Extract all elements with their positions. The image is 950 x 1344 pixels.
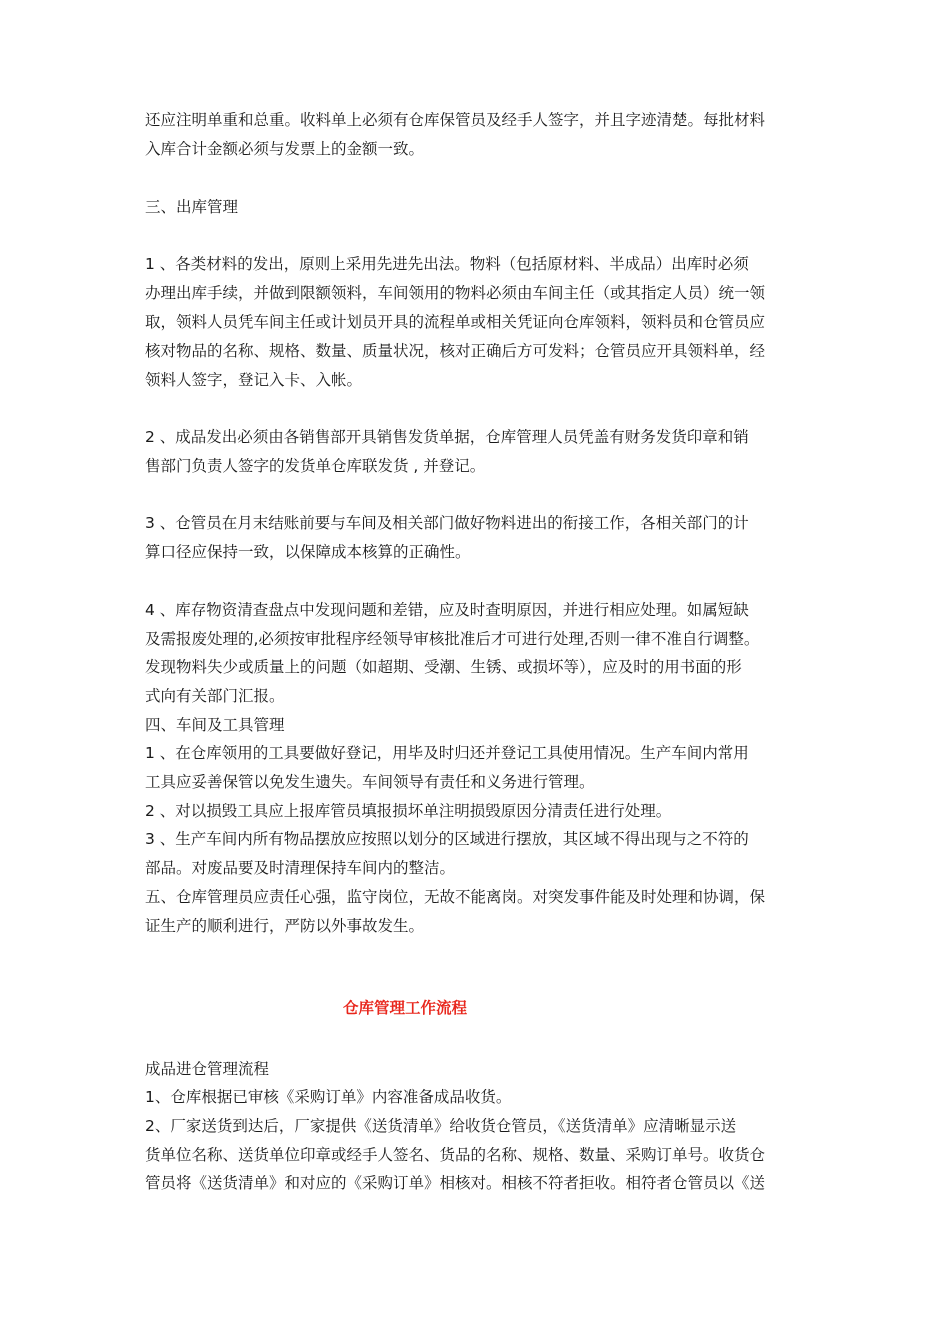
text-line: 3 、生产车间内所有物品摆放应按照以划分的区域进行摆放，其区域不得出现与之不符的	[145, 830, 749, 848]
text-line: 1 、在仓库领用的工具要做好登记，用毕及时归还并登记工具使用情况。生产车间内常用	[145, 744, 749, 762]
text-line: 管员将《送货清单》和对应的《采购订单》相核对。相核不符者拒收。相符者仓管员以《送	[145, 1174, 766, 1192]
text-line: 货单位名称、送货单位印章或经手人签名、货品的名称、规格、数量、采购订单号。收货仓	[145, 1146, 766, 1164]
text-line: 取，领料人员凭车间主任或计划员开具的流程单或相关凭证向仓库领料，领料员和仓管员应	[145, 313, 766, 331]
text-line: 3 、仓管员在月末结账前要与车间及相关部门做好物料进出的衔接工作，各相关部门的计	[145, 514, 749, 532]
text-line: 1 、各类材料的发出，原则上采用先进先出法。物料（包括原材料、半成品）出库时必须	[145, 255, 749, 273]
section-heading: 四、车间及工具管理	[145, 716, 285, 734]
text-line: 式向有关部门汇报。	[145, 687, 285, 705]
text-line: 证生产的顺利进行，严防以外事故发生。	[145, 917, 425, 935]
text-line: 2、厂家送货到达后，厂家提供《送货清单》给收货仓管员，《送货清单》应清晰显示送	[145, 1117, 737, 1135]
text-line: 部品。对废品要及时清理保持车间内的整洁。	[145, 859, 456, 877]
text-line: 发现物料失少或质量上的问题（如超期、受潮、生锈、或损坏等），应及时的用书面的形	[145, 658, 742, 676]
text-line: 售部门负责人签字的发货单仓库联发货 , 并登记。	[145, 457, 486, 475]
text-line: 还应注明单重和总重。收料单上必须有仓库保管员及经手人签字，并且字迹清楚。每批材料	[145, 111, 766, 129]
text-line: 领料人签字，登记入卡、入帐。	[145, 371, 363, 389]
subsection-heading: 成品进仓管理流程	[145, 1060, 270, 1078]
page-title: 仓库管理工作流程	[343, 999, 468, 1017]
section-heading: 三、出库管理	[145, 198, 239, 216]
text-line: 2 、成品发出必须由各销售部开具销售发货单据，仓库管理人员凭盖有财务发货印章和销	[145, 428, 749, 446]
text-line: 2 、对以损毁工具应上报库管员填报损坏单注明损毁原因分清责任进行处理。	[145, 802, 672, 820]
text-line: 核对物品的名称、规格、数量、质量状况，核对正确后方可发料；仓管员应开具领料单，经	[145, 342, 766, 360]
text-line: 办理出库手续，并做到限额领料，车间领用的物料必须由车间主任（或其指定人员）统一领	[145, 284, 766, 302]
section-heading: 五、仓库管理员应责任心强，监守岗位，无故不能离岗。对突发事件能及时处理和协调，保	[145, 888, 766, 906]
text-line: 算口径应保持一致，以保障成本核算的正确性。	[145, 543, 471, 561]
text-line: 工具应妥善保管以免发生遗失。车间领导有责任和义务进行管理。	[145, 773, 595, 791]
text-line: 及需报废处理的,必须按审批程序经领导审核批准后才可进行处理,否则一律不准自行调整。	[145, 630, 760, 648]
text-line: 1、仓库根据已审核《采购订单》内容准备成品收货。	[145, 1088, 512, 1106]
text-line: 入库合计金额必须与发票上的金额一致。	[145, 140, 425, 158]
text-line: 4 、库存物资清查盘点中发现问题和差错，应及时查明原因，并进行相应处理。如属短缺	[145, 601, 749, 619]
